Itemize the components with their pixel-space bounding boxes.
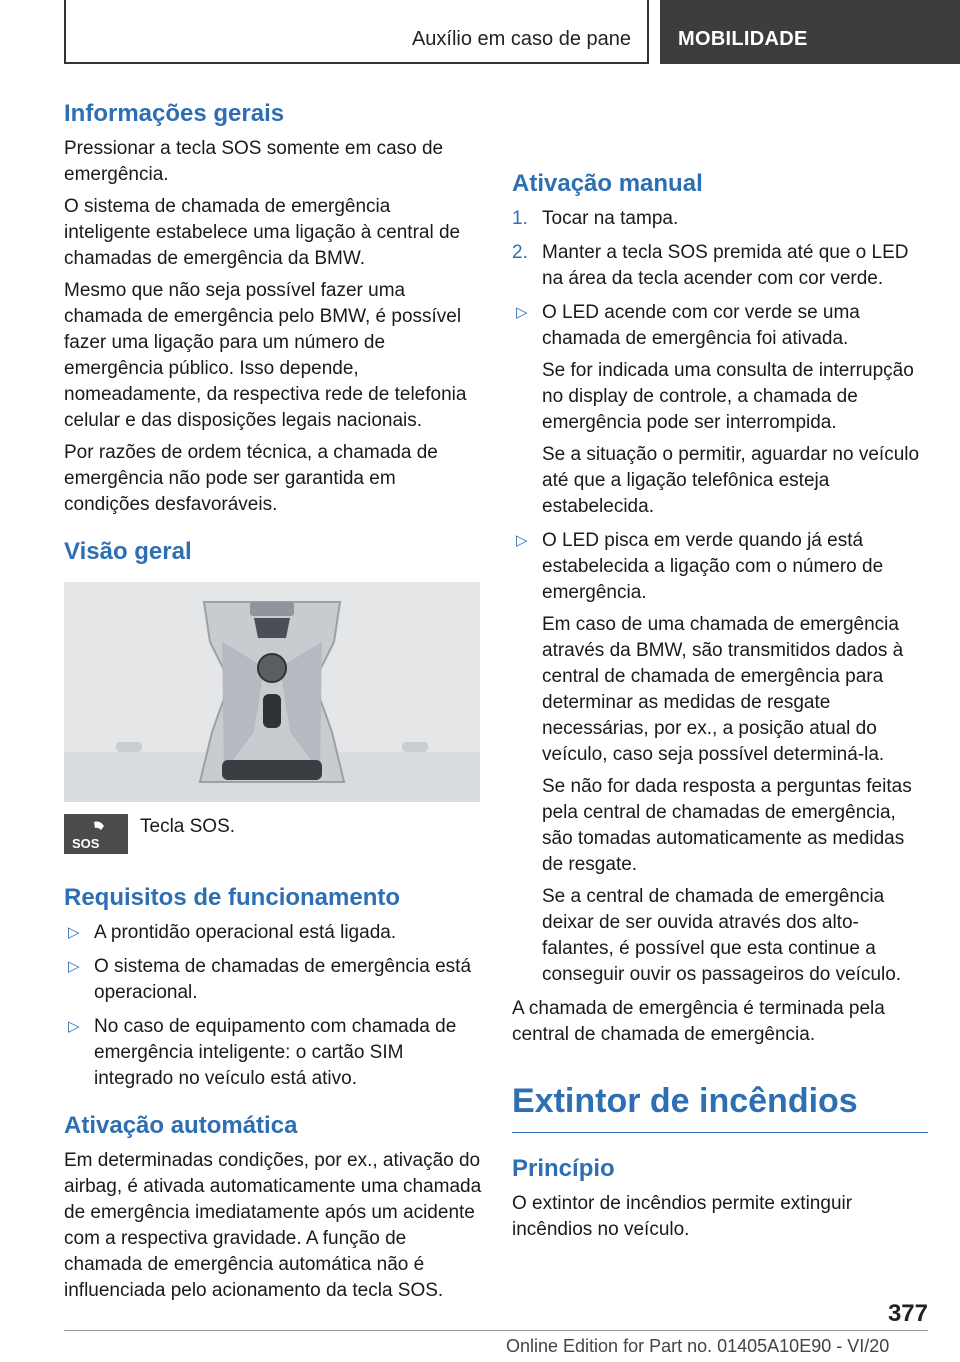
chapter-title: MOBILIDADE: [678, 28, 808, 50]
triangle-bullet-icon: ▷: [68, 924, 80, 941]
sos-key-label: Tecla SOS.: [140, 816, 236, 837]
right-column: [512, 150, 928, 1249]
heading-general-info: Informações gerais: [64, 100, 285, 127]
step-item: 1. Tocar na tampa.: [512, 208, 679, 229]
paragraph-end: A chamada de emergência é terminada pela central de chamada de emergência.: [512, 998, 885, 1045]
heading-manual-activation: Ativação manual: [512, 170, 703, 197]
list-item: ▷ O LED pisca em verde quando já está estabelecida a ligação com o número de emergência. Em caso de uma chamada de emergência através da BMW, são transmitidos dados à central de chamada de emergência para determinar as medidas de resgate necessárias, por ex., a posição atual do veículo, caso seja possível determiná-la. Se não for dada resposta a perguntas feitas pela central de chamadas de emergência, são tomadas automaticamente as medidas de resgate. Se a central de chamada de emergência deixar de ser ouvida através dos alto-falantes, é possível que esta continue a conseguir ouvir os passageiros do veículo.: [516, 530, 912, 985]
requirements-list: [64, 920, 482, 1092]
list-item: ▷ O LED acende com cor verde se uma chamada de emergência foi ativada. Se for indicada uma consulta de interrupção no display de controle, a chamada de emergência pode ser interrompida. Se a situação o permitir, aguardar no veículo até que a ligação telefônica esteja estabelecida.: [516, 302, 920, 517]
triangle-bullet-icon: ▷: [516, 304, 528, 321]
page-header: [0, 0, 960, 66]
paragraph-auto: Em determinadas condições, por ex., ativação do airbag, é ativada automaticamente uma chamada de emergência imediatamente após um acidente com a respectiva gravidade. A função de chamada de emergência automática não é influenciada pelo acionamento da tecla SOS.: [64, 1150, 482, 1301]
paragraph-principle: O extintor de incêndios permite extinguir incêndios no veículo.: [512, 1193, 853, 1240]
led-list: [512, 300, 928, 988]
header-frame: [64, 0, 649, 64]
triangle-bullet-icon: ▷: [516, 532, 528, 549]
section-title: Auxílio em caso de pane: [411, 28, 631, 50]
list-item: ▷ O sistema de chamadas de emergência está operacional.: [68, 956, 472, 1003]
heading-fire-extinguisher: Extintor de incêndios: [512, 1078, 928, 1133]
footer-divider: [64, 1330, 928, 1331]
sos-key-icon: [64, 814, 128, 854]
left-column: [64, 98, 482, 1310]
heading-principle: Princípio: [512, 1155, 615, 1182]
heading-requirements: Requisitos de funcionamento: [64, 884, 401, 911]
roof-console-illustration: [64, 582, 480, 802]
list-item: ▷ No caso de equipamento com chamada de emergência inteligente: o cartão SIM integrado no veículo está ativo.: [68, 1016, 457, 1089]
steps-list: [512, 206, 928, 292]
chapter-badge: [660, 0, 960, 64]
heading-auto-activation: Ativação automática: [64, 1112, 298, 1139]
sos-console-photo: [64, 582, 480, 802]
edition-note: Online Edition for Part no. 01405A10E90 - VI/20: [506, 1336, 890, 1356]
sos-key-legend: [64, 814, 482, 864]
paragraph: Mesmo que não seja possível fazer uma chamada de emergência pelo BMW, é possível fazer uma ligação para um número de emergência público. Isso depende, nomeadamente, da respectiva rede de telefonia celular e das disposições legais nacionais.: [64, 280, 467, 431]
page-number: 377: [887, 1300, 928, 1327]
triangle-bullet-icon: ▷: [68, 958, 80, 975]
step-item: 2. Manter a tecla SOS premida até que o LED na área da tecla acender com cor verde.: [512, 242, 909, 289]
paragraph: O sistema de chamada de emergência inteligente estabelece uma ligação à central de chamadas de emergência da BMW.: [64, 196, 461, 269]
heading-overview: Visão geral: [64, 538, 192, 565]
sos-key-icon-text: SOS: [72, 836, 100, 851]
paragraph: Por razões de ordem técnica, a chamada de emergência não pode ser garantida em condições desfavoráveis.: [64, 442, 438, 515]
triangle-bullet-icon: ▷: [68, 1018, 80, 1035]
paragraph: Pressionar a tecla SOS somente em caso de emergência.: [64, 138, 444, 185]
list-item: ▷ A prontidão operacional está ligada.: [64, 920, 482, 946]
